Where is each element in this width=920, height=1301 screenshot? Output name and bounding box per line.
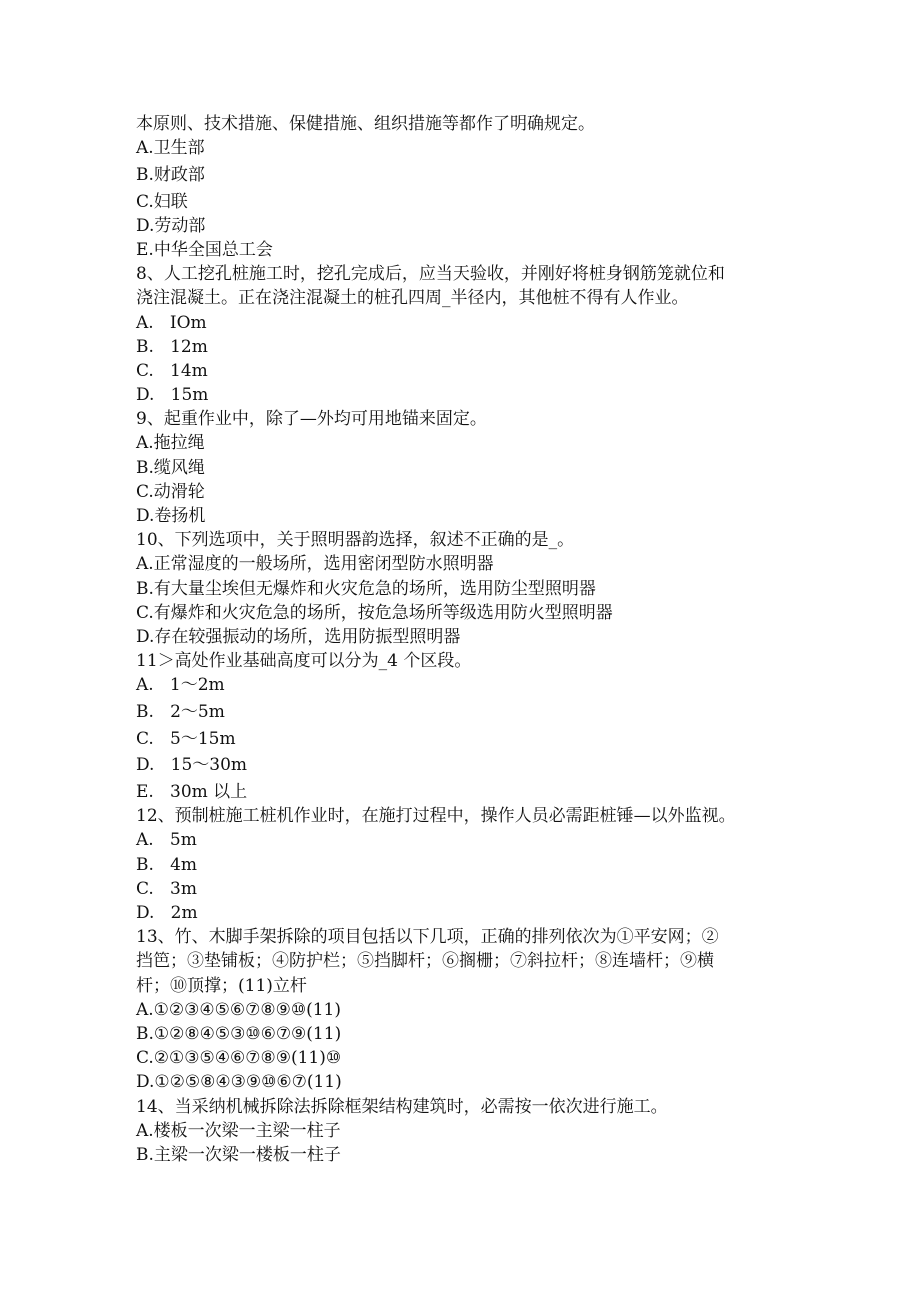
- option-line: C. 14m: [136, 360, 208, 381]
- option-line: D.存在较强振动的场所，选用防振型照明器: [136, 626, 461, 647]
- option-line: A.正常湿度的一般场所，选用密闭型防水照明器: [136, 554, 494, 575]
- option-line: A. IOm: [136, 312, 207, 333]
- option-line: C.有爆炸和火灾危急的场所，按危急场所等级选用防火型照明器: [136, 602, 613, 623]
- option-line: D.①②⑤⑧④③⑨⑩⑥⑦(11): [136, 1072, 342, 1093]
- option-line: A. 5m: [136, 830, 197, 851]
- option-line: C.妇联: [136, 191, 188, 212]
- option-line: E.中华全国总工会: [136, 239, 273, 260]
- option-line: D.卷扬机: [136, 506, 206, 526]
- option-line: A.拖拉绳: [136, 433, 205, 454]
- question-line: 12、预制桩施工桩机作业时，在施打过程中，操作人员必需距桩锤—以外监视。: [136, 806, 736, 827]
- document-body: [136, 112, 816, 1167]
- option-line: B. 2～5m: [136, 702, 225, 722]
- option-line: C.②①③⑤④⑥⑦⑧⑨(11)⑩: [136, 1048, 342, 1069]
- option-line: B.主梁一次梁一楼板一柱子: [136, 1144, 341, 1165]
- option-line: B.①②⑧④⑤③⑩⑥⑦⑨(11): [136, 1023, 342, 1044]
- option-line: D.劳动部: [136, 215, 206, 236]
- option-line: B.财政部: [136, 164, 205, 185]
- option-line: D. 15m: [136, 385, 209, 406]
- question-line: 浇注混凝土。正在浇注混凝土的桩孔四周_半径内，其他桩不得有人作业。: [136, 288, 689, 309]
- question-line: 11＞高处作业基础高度可以分为_4 个区段。: [136, 651, 472, 672]
- option-line: A.①②③④⑤⑥⑦⑧⑨⑩(11): [136, 999, 341, 1020]
- option-line: D. 15～30m: [136, 755, 248, 776]
- option-line: A.楼板一次梁一主梁一柱子: [136, 1120, 341, 1141]
- option-line: D. 2m: [136, 903, 198, 923]
- option-line: E. 30m 以上: [136, 782, 248, 803]
- option-line: B. 12m: [136, 336, 208, 357]
- question-line: 8、人工挖孔桩施工时，挖孔完成后，应当天验收，并刚好将桩身钢筋笼就位和: [136, 264, 725, 285]
- option-line: B.有大量尘埃但无爆炸和火灾危急的场所，选用防尘型照明器: [136, 578, 596, 599]
- option-line: B. 4m: [136, 854, 198, 875]
- question-line: 13、竹、木脚手架拆除的项目包括以下几项，正确的排列依次为①平安网；②: [136, 927, 719, 948]
- text-line: 本原则、技术措施、保健措施、组织措施等都作了明确规定。: [136, 114, 595, 134]
- question-line: 14、当采纳机械拆除法拆除框架结构建筑时，必需按一依次进行施工。: [136, 1096, 668, 1117]
- question-line: 挡笆；③垫铺板；④防护栏；⑤挡脚杆；⑥搁栅；⑦斜拉杆；⑧连墙杆；⑨横: [136, 951, 714, 972]
- option-line: A. 1～2m: [136, 675, 225, 696]
- question-line: 杆；⑩顶撑；(11)立杆: [136, 975, 307, 996]
- option-line: A.卫生部: [136, 138, 205, 159]
- option-line: C. 5～15m: [136, 728, 236, 749]
- option-line: B.缆风绳: [136, 457, 205, 478]
- question-line: 9、起重作业中，除了—外均可用地锚来固定。: [136, 409, 487, 430]
- question-line: 10、下列选项中，关于照明器韵选择，叙述不正确的是_。: [136, 530, 575, 551]
- option-line: C. 3m: [136, 878, 197, 899]
- option-line: C.动滑轮: [136, 481, 205, 502]
